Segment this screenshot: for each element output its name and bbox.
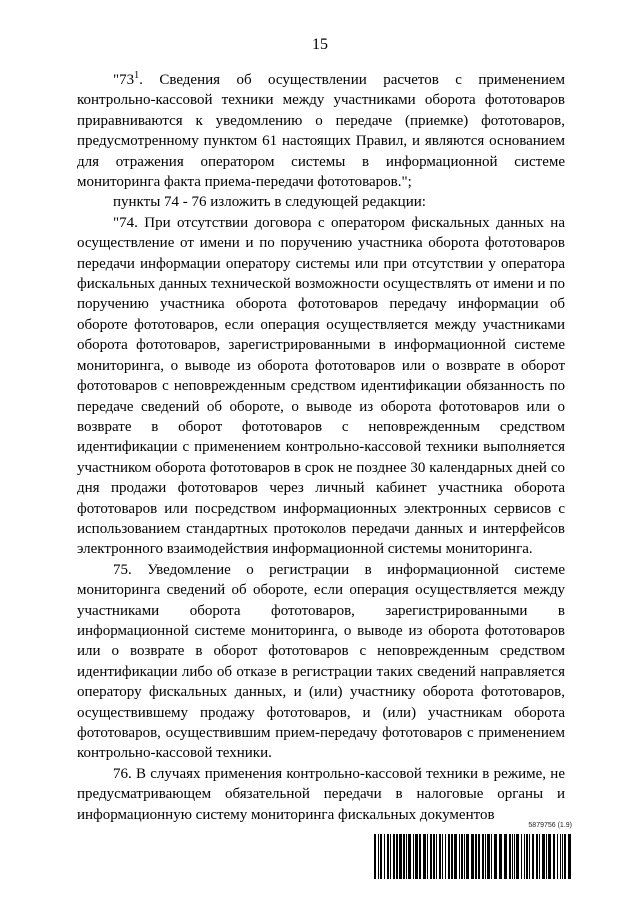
- barcode-image: [374, 834, 572, 879]
- paragraph-75: 75. Уведомление о регистрации в информационной системе мониторинга сведений об обороте, если операция осуществляется между участниками оборота фототоваров, зарегистрированными в информационной системе мониторинга, о выводе из оборота фототоваров или о возврате в оборот фототоваров с неповрежденным средством идентификации либо об отказе в регистрации таких сведений направляется оператору фискальных данных, и (или) участнику оборота фототоваров, осуществившему продажу фототоваров, и (или) участникам оборота фототоваров, осуществившим прием-передачу фототоваров с применением контрольно-кассовой техники.: [77, 561, 565, 762]
- document-body: [77, 70, 565, 825]
- paragraph-73-1-prefix: "73: [113, 72, 135, 88]
- barcode-block: [374, 822, 572, 882]
- barcode-code: 5879756 (1.9): [528, 822, 572, 829]
- page-number: 15: [312, 36, 328, 53]
- paragraph-73-1-text: . Сведения об осуществлении расчетов с применением контрольно-кассовой техники между участниками оборота фототоваров приравниваются к уведомлению о передаче (приемке) фототоваров, предусмотренному пунктом 61 настоящих Правил, и являются основанием для отражения оператором системы в информационной системе мониторинга факта приема-передачи фототоваров.";: [77, 72, 565, 191]
- paragraph-73-1: [77, 70, 565, 192]
- paragraph-intro: пункты 74 - 76 изложить в следующей редакции:: [113, 194, 426, 211]
- paragraph-73-1-superscript: 1: [134, 70, 140, 81]
- paragraph-76: 76. В случаях применения контрольно-кассовой техники в режиме, не предусматривающем обязательной передачи в налоговые органы и информационную систему мониторинга фискальных документов: [77, 765, 565, 823]
- paragraph-74: "74. При отсутствии договора с оператором фискальных данных на осуществление от имени и по поручению участника оборота фототоваров передачи информации оператору системы или при отсутствии у оператора фискальных данных технической возможности осуществлять от имени и по поручению участника оборота фототоваров передачу информации об обороте фототоваров, если операция осуществляется между участниками оборота фототоваров, зарегистрированными в информационной системе мониторинга, о выводе из оборота фототоваров или о возврате в оборот фототоваров с неповрежденным средством идентификации обязанность по передаче сведений об обороте, о выводе из оборота фототоваров или о возврате в оборот фототоваров с неповрежденным средством идентификации с применением контрольно-кассовой техники выполняется участником оборота фототоваров в срок не позднее 30 календарных дней со дня продажи фототоваров через личный кабинет участника оборота фототоваров или посредством информационных электронных сервисов с использованием стандартных протоколов передачи данных и интерфейсов электронного взаимодействия информационной системы мониторинга.: [77, 214, 565, 558]
